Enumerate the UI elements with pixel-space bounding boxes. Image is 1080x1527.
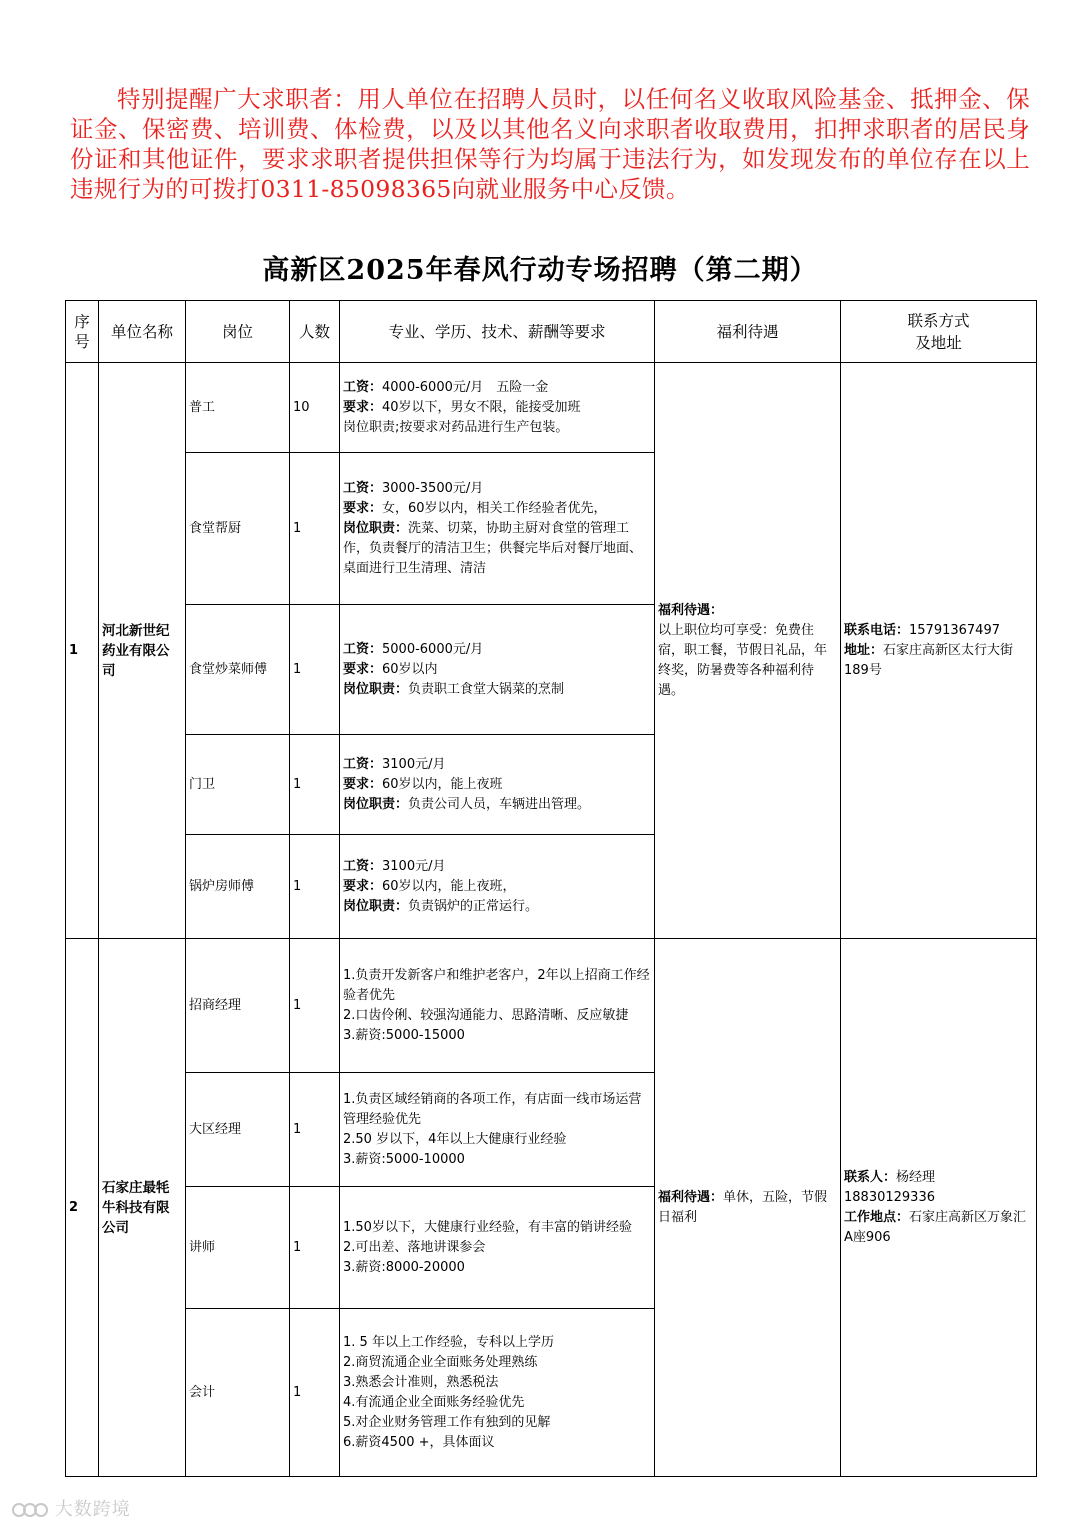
requirement-text: 60岁以内，能上夜班， [382,878,516,894]
job-position: 门卫 [186,735,290,835]
requirement-text: 3000-3500元/月 [382,480,484,496]
requirement-line [343,378,651,398]
job-count: 1 [290,453,340,605]
requirement-text: 4000-6000元/月 五险一金 [382,379,549,395]
job-count: 1 [290,1073,340,1187]
requirement-text: 40岁以下，男女不限，能接受加班 [382,399,581,415]
requirement-line [343,418,651,438]
requirement-text: 60岁以内 [382,661,438,677]
requirement-line [343,398,651,418]
requirement-label: 岗位职责： [343,520,409,536]
requirement-line [343,1373,651,1393]
requirement-text: 洗菜、切菜，协助主厨对食堂的管理工作，负责餐厅的清洁卫生；供餐完毕后对餐厅地面、桌面进行卫生清理、清洁 [343,520,643,576]
requirement-line [343,660,651,680]
requirement-text: 1.负责开发新客户和维护老客户，2年以上招商工作经验者优先 [343,967,650,1003]
requirement-text: 4.有流通企业全面账务经验优先 [343,1394,525,1410]
contact-label: 地址： [844,642,884,658]
job-position: 普工 [186,363,290,453]
job-count: 1 [290,605,340,735]
header-benefits: 福利待遇 [655,301,841,363]
requirement-line [343,1433,651,1453]
table-body [66,363,1037,1477]
job-requirements [340,735,655,835]
requirement-line [343,1238,651,1258]
company-benefits [655,363,841,939]
requirement-line [343,479,651,499]
requirement-text: 负责公司人员，车辆进出管理。 [408,796,591,812]
job-position: 食堂炒菜师傅 [186,605,290,735]
requirement-label: 岗位职责： [343,681,409,697]
requirement-text: 5000-6000元/月 [382,641,484,657]
company-name: 河北新世纪药业有限公司 [99,363,186,939]
benefits-label: 福利待遇： [658,1189,724,1205]
contact-line [844,1208,1033,1248]
requirement-line [343,775,651,795]
company-seq: 2 [66,939,99,1477]
header-contact: 联系方式 及地址 [841,301,1037,363]
contact-label: 联系人： [844,1169,897,1185]
contact-value: 石家庄高新区万象汇A座906 [844,1209,1027,1245]
requirement-label: 岗位职责： [343,898,409,914]
requirement-line [343,755,651,775]
header-company: 单位名称 [99,301,186,363]
requirement-text: 2.口齿伶俐、较强沟通能力、思路清晰、反应敏捷 [343,1007,629,1023]
job-requirements [340,1309,655,1477]
job-requirements [340,939,655,1073]
company-name: 石家庄最牦牛科技有限公司 [99,939,186,1477]
requirement-label: 工资： [343,756,383,772]
requirement-line [343,966,651,1006]
requirement-label: 要求： [343,878,383,894]
requirement-text: 3100元/月 [382,756,446,772]
requirement-text: 2.商贸流通企业全面账务处理熟练 [343,1354,538,1370]
job-requirements [340,1073,655,1187]
contact-line [844,1168,1033,1188]
job-requirements [340,835,655,939]
company-seq: 1 [66,363,99,939]
requirement-text: 2.可出差、落地讲课参会 [343,1239,486,1255]
requirement-line [343,1026,651,1046]
requirement-line [343,1353,651,1373]
requirement-label: 要求： [343,399,383,415]
requirement-text: 3100元/月 [382,858,446,874]
requirement-line [343,897,651,917]
contact-label: 工作地点： [844,1209,910,1225]
requirement-line [343,857,651,877]
requirement-line [343,1258,651,1278]
requirement-line [343,1333,651,1353]
requirement-label: 要求： [343,776,383,792]
requirement-line [343,499,651,519]
requirement-text: 1.负责区域经销商的各项工作，有店面一线市场运营管理经验优先 [343,1091,642,1127]
contact-line [844,1188,1033,1208]
requirement-line [343,1393,651,1413]
job-position: 食堂帮厨 [186,453,290,605]
job-count: 1 [290,1187,340,1309]
requirement-text: 3.熟悉会计准则，熟悉税法 [343,1374,499,1390]
job-position: 大区经理 [186,1073,290,1187]
job-position: 讲师 [186,1187,290,1309]
job-count: 1 [290,939,340,1073]
requirement-line [343,640,651,660]
job-requirements [340,605,655,735]
requirement-line [343,877,651,897]
benefits-text: 以上职位均可享受：免费住宿，职工餐，节假日礼品，年终奖，防暑费等各种福利待遇。 [658,622,828,698]
contact-line [844,641,1033,681]
requirement-text: 3.薪资:5000-15000 [343,1027,465,1043]
contact-value: 石家庄高新区太行大街189号 [844,642,1014,678]
requirement-line [343,1150,651,1170]
requirement-label: 要求： [343,500,383,516]
requirement-text: 1.50岁以下，大健康行业经验，有丰富的销讲经验 [343,1219,632,1235]
job-requirements [340,1187,655,1309]
requirement-text: 5.对企业财务管理工作有独到的见解 [343,1414,551,1430]
page-title: 高新区2025年春风行动专场招聘（第二期） [262,255,818,286]
contact-value: 杨经理 [896,1169,936,1185]
job-count: 1 [290,835,340,939]
contact-value: 18830129336 [844,1189,935,1205]
company-benefits [655,939,841,1477]
job-position: 锅炉房师傅 [186,835,290,939]
requirement-line [343,1413,651,1433]
contact-value: 15791367497 [909,622,1000,638]
job-requirements [340,363,655,453]
requirement-line [343,795,651,815]
fraud-warning-notice: 特别提醒广大求职者：用人单位在招聘人员时，以任何名义收取风险基金、抵押金、保证金、保密费、培训费、体检费，以及以其他名义向求职者收取费用，扣押求职者的居民身份证和其他证件，要求求职者提供担保等行为均属于违法行为，如发现发布的单位存在以上违规行为的可拨打0311-85098365向就业服务中心反馈。 [70,85,1030,203]
requirement-line [343,1090,651,1130]
requirement-text: 负责职工食堂大锅菜的烹制 [408,681,565,697]
requirement-label: 岗位职责： [343,796,409,812]
requirement-line [343,680,651,700]
requirement-label: 要求： [343,661,383,677]
job-position: 招商经理 [186,939,290,1073]
header-position: 岗位 [186,301,290,363]
requirement-text: 3.薪资:8000-20000 [343,1259,465,1275]
requirement-text: 2.50 岁以下，4年以上大健康行业经验 [343,1131,567,1147]
requirement-text: 女，60岁以内，相关工作经验者优先， [382,500,607,516]
table-row [66,363,1037,453]
job-count: 1 [290,1309,340,1477]
requirement-line [343,1006,651,1026]
benefits-text: 单休，五险，节假日福利 [658,1189,828,1225]
job-requirements [340,453,655,605]
contact-label: 联系电话： [844,622,910,638]
requirement-label: 工资： [343,641,383,657]
company-contact [841,363,1037,939]
header-requirements: 专业、学历、技术、薪酬等要求 [340,301,655,363]
table-row [66,939,1037,1073]
requirement-line [343,519,651,579]
table-header-row [66,301,1037,363]
job-position: 会计 [186,1309,290,1477]
job-count: 1 [290,735,340,835]
requirement-text: 60岁以内，能上夜班 [382,776,503,792]
requirement-label: 工资： [343,480,383,496]
recruitment-table [65,300,1037,1477]
requirement-label: 工资： [343,858,383,874]
header-seq: 序号 [66,301,99,363]
requirement-label: 工资： [343,379,383,395]
requirement-text: 6.薪资4500 +，具体面议 [343,1434,495,1450]
contact-line [844,621,1033,641]
requirement-text: 岗位职责;按要求对药品进行生产包装。 [343,419,569,435]
watermark: 大数跨境 [12,1495,131,1521]
requirement-text: 3.薪资:5000-10000 [343,1151,465,1167]
benefits-label: 福利待遇： [658,602,724,618]
header-count: 人数 [290,301,340,363]
watermark-logo-icon [12,1501,48,1519]
company-contact [841,939,1037,1477]
requirement-line [343,1130,651,1150]
job-count: 10 [290,363,340,453]
requirement-line [343,1218,651,1238]
requirement-text: 1. 5 年以上工作经验，专科以上学历 [343,1334,554,1350]
requirement-text: 负责锅炉的正常运行。 [408,898,539,914]
